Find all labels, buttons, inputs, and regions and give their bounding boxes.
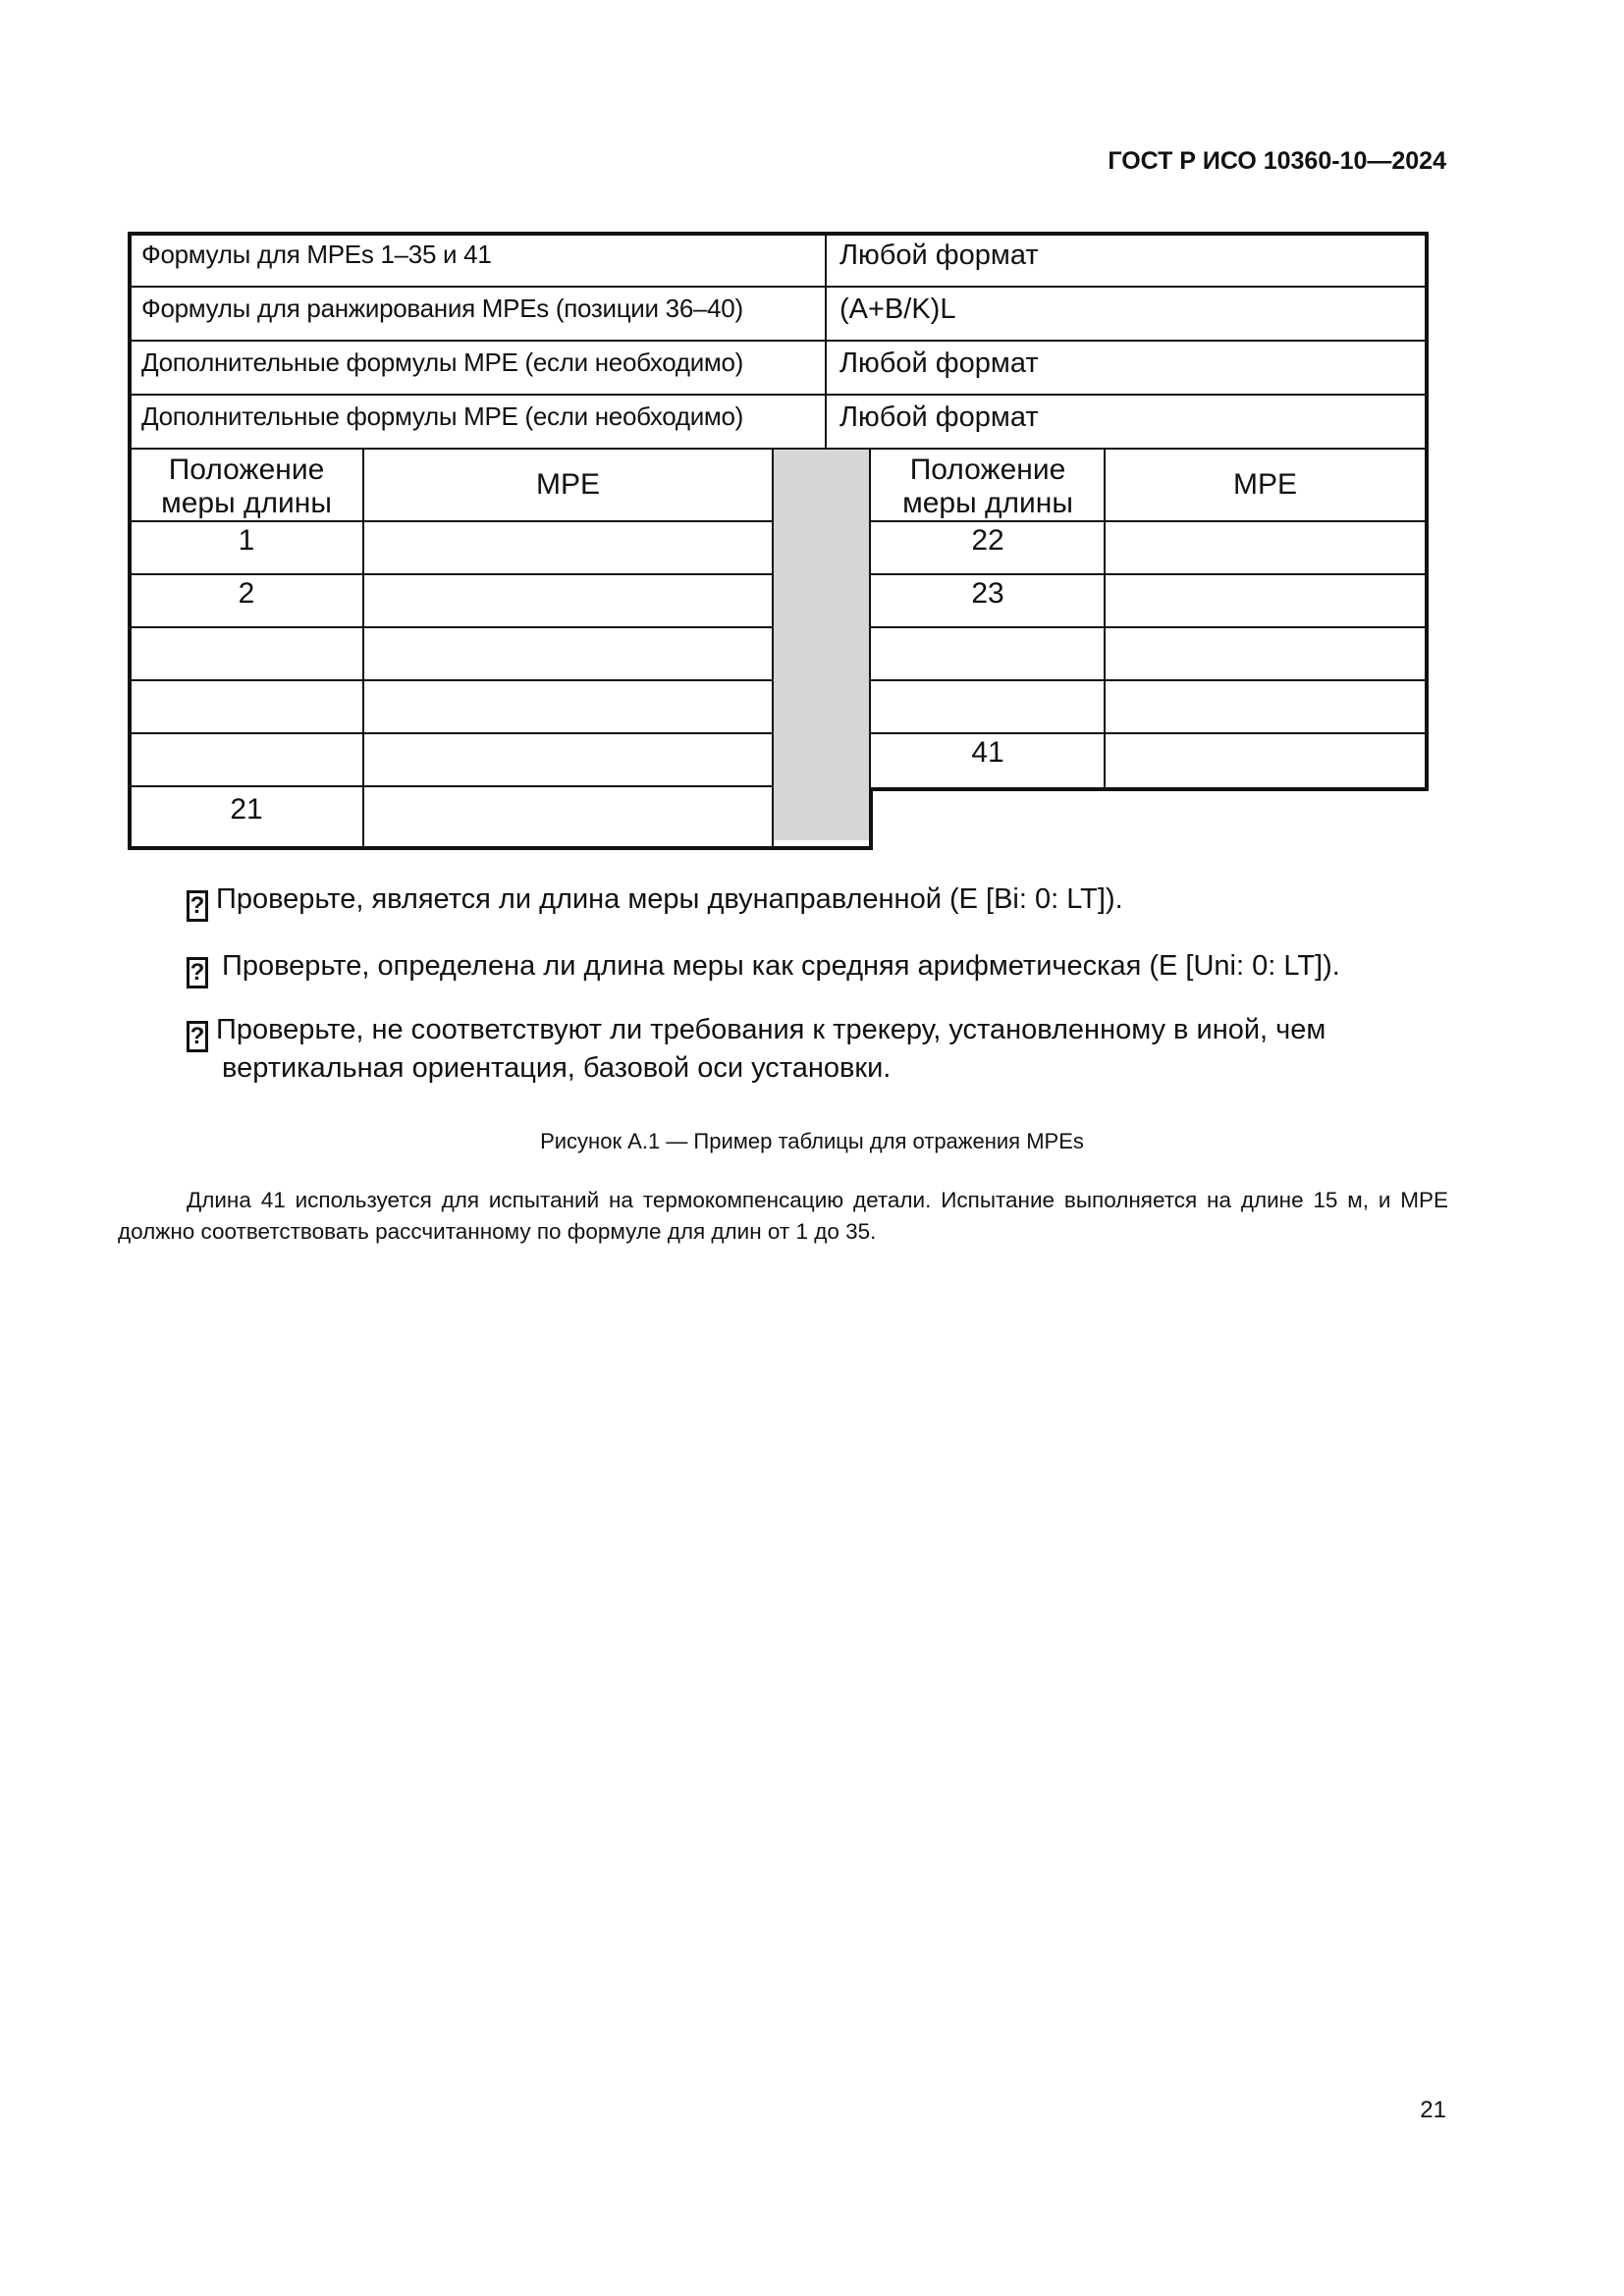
- left-position-cell: [130, 681, 363, 732]
- left-position-cell: 2: [238, 577, 255, 610]
- right-position-cell: [871, 681, 1105, 732]
- formula-label: Формулы для MPEs 1–35 и 41: [141, 240, 492, 269]
- table-rule: [128, 520, 773, 522]
- formula-value: Любой формат: [839, 401, 1039, 433]
- table-rule: [869, 450, 871, 789]
- check-text-continuation: вертикальная ориентация, базовой оси установки.: [222, 1052, 892, 1084]
- question-mark-icon: ?: [187, 1021, 208, 1052]
- table-rule: [128, 626, 773, 628]
- right-position-cell: 23: [971, 577, 1004, 610]
- check-text: Проверьте, является ли длина меры двунаправленной (E [Bi: 0: LT]).: [216, 883, 1123, 915]
- left-position-cell: 1: [238, 524, 255, 557]
- table-rule: [869, 626, 1429, 628]
- table-rule: [869, 573, 1429, 575]
- formula-label: Формулы для ранжирования MPEs (позиции 36–40): [141, 294, 743, 323]
- formula-value: Любой формат: [839, 240, 1039, 271]
- table-rule: [869, 732, 1429, 734]
- check-item: [187, 950, 1453, 988]
- position-header-line2: меры длины: [161, 487, 332, 519]
- right-position-cell: 41: [971, 736, 1004, 769]
- table-border: [869, 787, 1429, 791]
- table-rule: [772, 450, 774, 848]
- table-rule: [362, 450, 364, 848]
- position-header-line1: Положение: [909, 454, 1066, 486]
- table-rule: [1104, 450, 1106, 789]
- table-rule: [128, 394, 1429, 396]
- page-number: 21: [1420, 2097, 1446, 2123]
- position-header-line1: Положение: [168, 454, 325, 486]
- check-text: Проверьте, не соответствуют ли требования к трекеру, установленному в иной, чем: [216, 1014, 1326, 1045]
- table-rule: [128, 732, 773, 734]
- table-rule: [869, 520, 1429, 522]
- table-rule: [128, 785, 773, 787]
- body-paragraph: [118, 1185, 1448, 1248]
- left-position-cell: 21: [230, 793, 263, 826]
- position-header-line2: меры длины: [902, 487, 1073, 519]
- position-header-right: [871, 450, 1105, 520]
- figure-caption: Рисунок А.1 — Пример таблицы для отражения MPEs: [540, 1129, 1084, 1153]
- table-border: [869, 787, 873, 850]
- right-position-cell: [871, 628, 1105, 679]
- table-rule: [128, 679, 773, 681]
- table-border: [128, 232, 1429, 236]
- table-rule: [825, 232, 827, 450]
- paragraph-text: Длина 41 используется для испытаний на термокомпенсацию детали. Испытание выполняется на длине 15 м, и MPE должно соответствовать рассчитанному по формуле для длин от 1 до 35.: [118, 1188, 1448, 1244]
- mpe-header-left: MPE: [535, 468, 600, 501]
- mpe-table-figure: [128, 232, 1429, 850]
- question-mark-icon: ?: [187, 890, 208, 922]
- table-rule: [128, 573, 773, 575]
- check-item: [187, 883, 1453, 922]
- formula-value: (A+B/K)L: [839, 294, 956, 325]
- left-position-cell: [130, 628, 363, 679]
- document-header: ГОСТ Р ИСО 10360-10—2024: [1108, 147, 1446, 175]
- formula-label: Дополнительные формулы MPE (если необходимо): [141, 401, 744, 431]
- right-position-cell: 22: [971, 524, 1004, 557]
- table-rule: [128, 286, 1429, 288]
- left-position-cell: [130, 734, 363, 785]
- formula-label: Дополнительные формулы MPE (если необходимо): [141, 347, 744, 377]
- question-mark-icon: ?: [187, 957, 208, 988]
- mpe-header-right: MPE: [1232, 468, 1297, 501]
- table-border: [128, 846, 873, 850]
- formula-value: Любой формат: [839, 347, 1039, 379]
- position-header-left: [130, 450, 363, 520]
- table-gap-column: [773, 450, 869, 840]
- table-rule: [869, 679, 1429, 681]
- check-item: [187, 1014, 1453, 1085]
- table-rule: [128, 448, 1429, 450]
- check-text: Проверьте, определена ли длина меры как средняя арифметическая (E [Uni: 0: LT]).: [222, 950, 1340, 982]
- table-border: [1425, 232, 1429, 791]
- table-border: [128, 232, 132, 850]
- table-rule: [128, 340, 1429, 342]
